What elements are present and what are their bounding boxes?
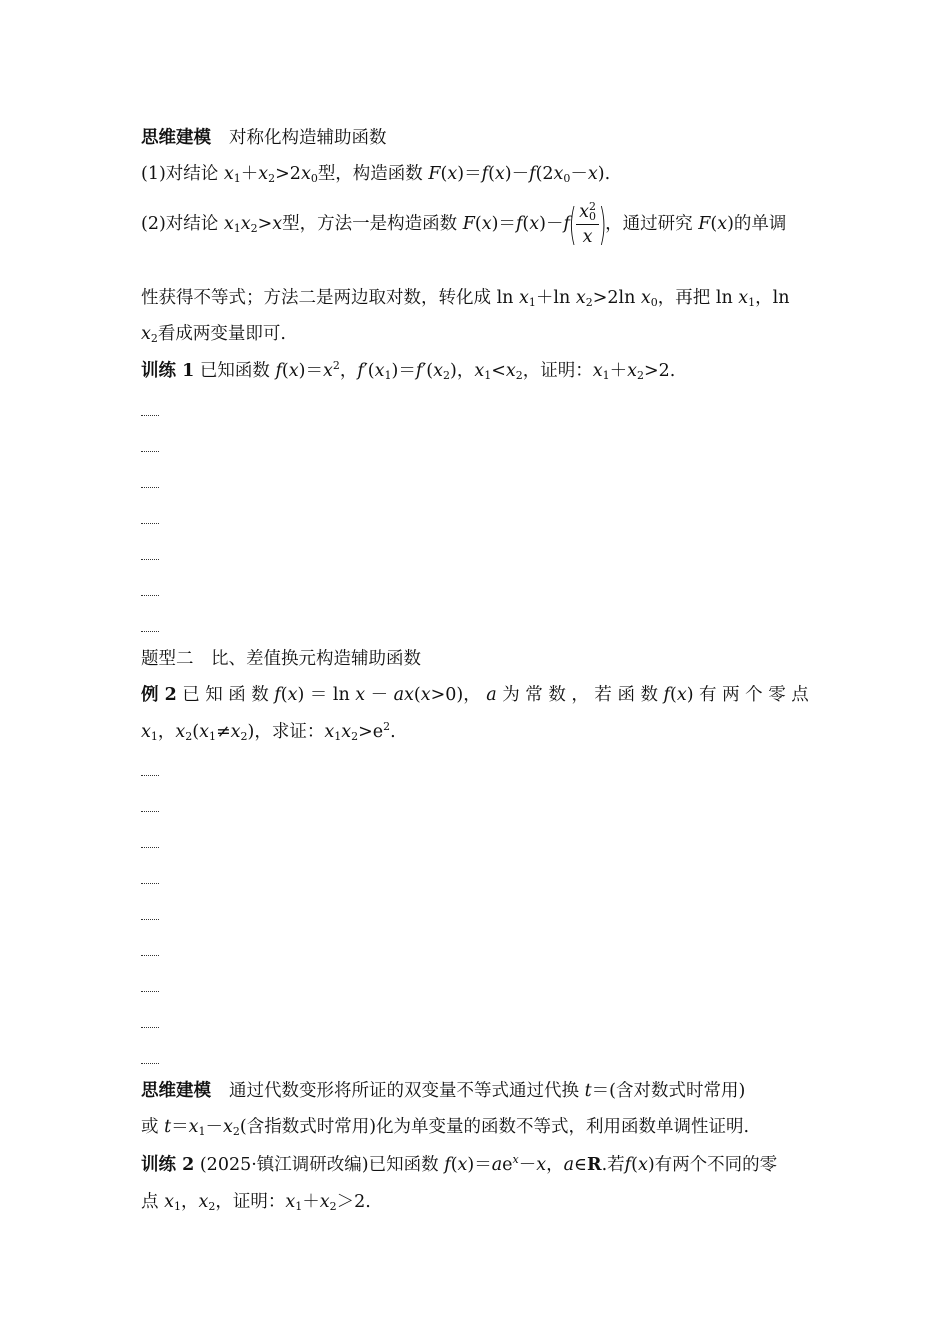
answer-line[interactable] (141, 631, 159, 632)
rule-1: (1)对结论 $x_1+x_2>2x_0$型，构造函数 $F(x)=f(x)-f(2x_0-x)$. (141, 164, 611, 185)
heading-label: 思维建模 (141, 128, 211, 148)
answer-line[interactable] (141, 775, 159, 776)
rule-2-continued: 性获得不等式；方法二是两边取对数，转化成 $\ln x_1+\ln$ $x_2>2\ln$ $x_0$，再把 $\ln x_1$，ln (141, 288, 790, 309)
answer-line[interactable] (141, 559, 159, 560)
answer-line[interactable] (141, 415, 159, 416)
training-1: 训练 1 已知函数 $f(x)=x^2$，$f'(x_1)=f'(x_2)$，$x_1<x_2$，证明：$x_1+x_2>2$. (141, 359, 676, 382)
answer-line[interactable] (141, 595, 159, 596)
fraction: $\frac{x^2_0}{x}$ (576, 202, 599, 247)
training-1-label: 训练 1 (141, 361, 195, 381)
answer-line[interactable] (141, 955, 159, 956)
training-2-continued: 点 $x_1$，$x_2$，证明：$x_1+x_2>2$. (141, 1192, 371, 1213)
answer-line[interactable] (141, 883, 159, 884)
answer-line[interactable] (141, 487, 159, 488)
modeling-heading-2: 思维建模 通过代数变形将所证的双变量不等式通过代换 t＝(含对数式时常用) (141, 1081, 746, 1101)
example-2-continued: $x_1$，$x_2(x_1\ne x_2)$，求证：$x_1x_2>e^2$. (141, 720, 396, 743)
answer-line[interactable] (141, 1063, 159, 1064)
type-2-title: 题型二 比、差值换元构造辅助函数 (141, 649, 421, 669)
answer-line[interactable] (141, 451, 159, 452)
heading-title: 对称化构造辅助函数 (229, 128, 387, 148)
example-2: 例 2 已 知 函 数 f(x) ＝ ln x － ax(x>0)， a 为 常 数 ， 若 函 数 f(x) 有 两 个 零 点 (141, 685, 809, 705)
answer-line[interactable] (141, 991, 159, 992)
answer-line[interactable] (141, 811, 159, 812)
rule-2: (2)对结论 $x_1x_2>x$型，方法一是构造函数 F(x)＝f(x)－f( $\frac{x^2_0}{x}$ )，通过研究 F(x)的单调 (141, 198, 787, 250)
modeling-text-2: 或 $t=x_1-x_2$(含指数式时常用)化为单变量的函数不等式，利用函数单调性证明. (141, 1117, 750, 1138)
answer-line[interactable] (141, 847, 159, 848)
answer-line[interactable] (141, 919, 159, 920)
rule-2-end: $x_2$看成两变量即可. (141, 324, 286, 345)
modeling-heading-1 (141, 125, 809, 151)
answer-line[interactable] (141, 523, 159, 524)
training-2: 训练 2 (2025·镇江调研改编)已知函数 $f(x)=ae^x-x$，a∈R.若f(x)有两个不同的零 (141, 1153, 778, 1175)
answer-line[interactable] (141, 1027, 159, 1028)
